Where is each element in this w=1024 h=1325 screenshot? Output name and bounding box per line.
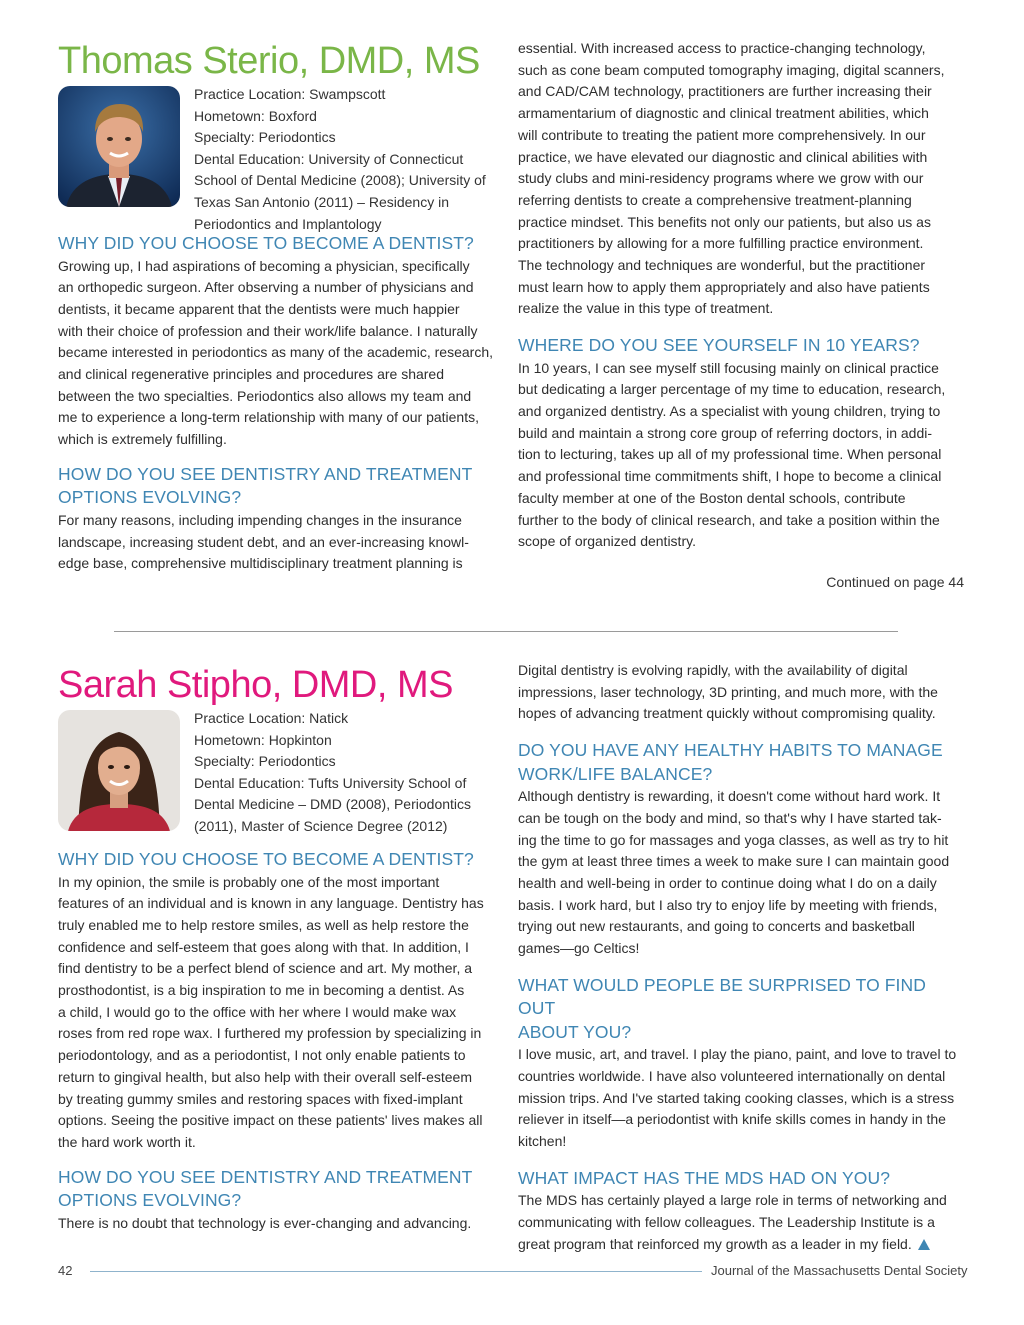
text-line: an orthopedic surgeon. After observing a number of physicians and — [58, 279, 474, 296]
text-line: The technology and techniques are wonderful, but the practitioner — [518, 257, 926, 274]
text-line: In my opinion, the smile is probably one of the most important — [58, 873, 440, 890]
text-line: tion to lecturing, takes up all of my professional time. When personal — [518, 446, 942, 463]
answer-paragraph — [518, 786, 964, 960]
text-line: will contribute to treating the patient more comprehensively. In our — [518, 126, 926, 143]
question-heading — [518, 739, 964, 786]
text-line: landscape, increasing student debt, and an ever-increasing knowl- — [58, 533, 469, 550]
answer-paragraph — [58, 256, 498, 451]
profile-name: Thomas Sterio, DMD, MS — [58, 40, 480, 82]
text-line: by treating gummy smiles and restoring spaces with fixed-implant — [58, 1090, 463, 1107]
profile-name: Sarah Stipho, DMD, MS — [58, 664, 453, 706]
question-heading — [58, 1166, 498, 1213]
bio-block — [58, 708, 498, 848]
bio-specialty: Specialty: Periodontics — [194, 129, 336, 146]
text-line: with their choice of profession and their work/life balance. I naturally — [58, 322, 478, 339]
text-line: communicating with fellow colleagues. The Leadership Institute is a — [518, 1213, 935, 1230]
text-line: features of an individual and is known in any language. Dentistry has — [58, 895, 484, 912]
text-line: became interested in periodontics as many of the academic, research, — [58, 344, 494, 361]
answer-paragraph — [58, 510, 498, 575]
text-line: armamentarium of diagnostic and clinical treatment abilities, which — [518, 105, 929, 122]
bio-education: School of Dental Medicine (2008); University of — [194, 172, 486, 189]
text-line: I love music, art, and travel. I play the piano, paint, and love to travel to — [518, 1046, 957, 1063]
headshot-photo-sarah-stipho — [58, 710, 180, 831]
bio-practice-location: Practice Location: Swampscott — [194, 86, 386, 102]
question-heading — [518, 1167, 964, 1191]
question-ten-years — [518, 334, 964, 553]
page-number: 42 — [58, 1263, 73, 1278]
text-line: trying out new restaurants, and going to concerts and basketball — [518, 918, 915, 935]
text-line: There is no doubt that technology is ever-changing and advancing. — [58, 1214, 472, 1231]
text-line: games—go Celtics! — [518, 940, 640, 957]
question-heading — [518, 334, 964, 358]
text-line: realize the value in this type of treatment. — [518, 300, 774, 317]
text-line: impressions, laser technology, 3D printing, and much more, with the — [518, 683, 938, 700]
text-line: hopes of advancing treatment quickly without compromising quality. — [518, 705, 936, 722]
bio-lines — [194, 84, 504, 235]
text-line-content: great program that reinforced my growth as a leader in my field. — [518, 1235, 912, 1252]
bio-education: Texas San Antonio (2011) – Residency in — [194, 193, 450, 210]
heading-line: WHAT IMPACT HAS THE MDS HAD ON YOU? — [518, 1167, 891, 1188]
text-line: and CAD/CAM technology, practitioners are further increasing their — [518, 83, 932, 100]
heading-line: WHY DID YOU CHOOSE TO BECOME A DENTIST? — [58, 849, 474, 869]
text-line: and organized dentistry. As a specialist with young children, trying to — [518, 403, 941, 420]
answer-continuation — [518, 38, 964, 320]
bio-specialty: Specialty: Periodontics — [194, 753, 336, 770]
text-line: reliever in itself—a periodontist with knife skills comes in handy in the — [518, 1111, 946, 1128]
text-line: prosthodontist, is a big inspiration to me in becoming a dentist. As — [58, 982, 465, 999]
heading-line: WHERE DO YOU SEE YOURSELF IN 10 YEARS? — [518, 335, 920, 356]
text-line: must learn how to apply them appropriately and also have patients — [518, 278, 930, 295]
left-column — [58, 660, 498, 1246]
text-line: Growing up, I had aspirations of becoming a physician, specifically — [58, 257, 470, 274]
end-of-article-triangle-icon — [918, 1239, 930, 1250]
question-dentistry-evolving — [58, 1166, 498, 1235]
text-line: practice mindset. This benefits not only our patients, but also us as — [518, 213, 931, 230]
text-line: The MDS has certainly played a large role in terms of networking and — [518, 1192, 947, 1209]
left-column — [58, 38, 498, 587]
text-line: referring dentists to create a comprehensive treatment-planning — [518, 191, 912, 208]
text-line: basis. I work hard, but I also try to enjoy life by meeting with friends, — [518, 896, 938, 913]
text-line: me to experience a long-term relationship with many of our patients, — [58, 409, 479, 426]
heading-line: DO YOU HAVE ANY HEALTHY HABITS TO MANAGE — [518, 740, 943, 761]
question-healthy-habits — [518, 739, 964, 960]
text-line: such as cone beam computed tomography imaging, digital scanners, — [518, 61, 945, 78]
journal-title: Journal of the Massachusetts Dental Society — [711, 1263, 968, 1278]
bio-hometown: Hometown: Boxford — [194, 107, 317, 124]
text-line: ing the time to go for massages and yoga classes, as well as try to hit — [518, 831, 949, 848]
text-line: can be tough on the body and mind, so that's why I have started tak- — [518, 809, 942, 826]
bio-lines — [194, 708, 504, 838]
question-surprised — [518, 974, 964, 1153]
text-line: and clinical regenerative principles and procedures are shared — [58, 366, 445, 383]
text-line: Digital dentistry is evolving rapidly, with the availability of digital — [518, 662, 908, 678]
text-line: between the two specialties. Periodontics also allows my team and — [58, 387, 472, 404]
text-line — [518, 1234, 964, 1256]
right-column — [518, 660, 964, 1267]
question-heading — [518, 974, 964, 1045]
text-line: faculty member at one of the Boston dental schools, contribute — [518, 489, 906, 506]
text-line: practice, we have elevated our diagnostic and clinical abilities with — [518, 148, 928, 165]
text-line: countries worldwide. I have also volunteered internationally on dental — [518, 1067, 946, 1084]
answer-paragraph — [518, 358, 964, 553]
question-heading — [58, 463, 498, 510]
section-divider — [114, 631, 898, 632]
question-why-dentist — [58, 232, 498, 451]
bio-practice-location: Practice Location: Natick — [194, 710, 349, 726]
text-line: the gym at least three times a week to make sure I can maintain good — [518, 853, 950, 870]
text-line: mission trips. And I've started taking cooking classes, which is a stress — [518, 1089, 955, 1106]
bio-education: Periodontics and Implantology — [194, 215, 382, 232]
question-why-dentist — [58, 848, 498, 1154]
answer-paragraph — [518, 38, 964, 320]
answer-paragraph — [518, 660, 964, 725]
heading-line: WORK/LIFE BALANCE? — [518, 763, 713, 784]
text-line: scope of organized dentistry. — [518, 533, 696, 550]
text-line: For many reasons, including impending changes in the insurance — [58, 511, 462, 528]
text-line: confidence and self-esteem that goes along with that. In addition, I — [58, 938, 469, 955]
question-dentistry-evolving — [58, 463, 498, 575]
continued-on-page: Continued on page 44 — [826, 574, 964, 590]
text-line: practitioners by allowing for a more fulfilling practice environment. — [518, 235, 924, 252]
text-line: but dedicating a larger percentage of my time to education, research, — [518, 381, 946, 398]
text-line: a child, I would go to the office with her where I would make wax — [58, 1003, 457, 1020]
question-mds-impact — [518, 1167, 964, 1256]
answer-paragraph — [58, 872, 498, 1154]
heading-line: OPTIONS EVOLVING? — [58, 487, 242, 508]
question-heading — [58, 232, 498, 256]
heading-line: HOW DO YOU SEE DENTISTRY AND TREATMENT — [58, 1166, 473, 1187]
question-heading — [58, 848, 498, 872]
heading-line: WHAT WOULD PEOPLE BE SURPRISED TO FIND OUT — [518, 974, 926, 1019]
bio-education: Dental Education: Tufts University School of — [194, 774, 467, 791]
text-line: Although dentistry is rewarding, it doesn't come without hard work. It — [518, 788, 941, 805]
text-line: options. Seeing the positive impact on these patients' lives makes all — [58, 1112, 483, 1129]
text-line: edge base, comprehensive multidisciplinary treatment planning is — [58, 555, 463, 572]
text-line: the hard work worth it. — [58, 1133, 196, 1150]
footer-rule — [90, 1271, 702, 1272]
text-line: further to the body of clinical research, and take a position within the — [518, 511, 940, 528]
right-column — [518, 38, 964, 590]
text-line: truly enabled me to help restore smiles, as well as help restore the — [58, 916, 469, 933]
bio-education: Dental Medicine – DMD (2008), Periodontics — [194, 796, 472, 813]
headshot-photo-thomas-sterio — [58, 86, 180, 207]
heading-line: OPTIONS EVOLVING? — [58, 1190, 242, 1211]
text-line: find dentistry to be a perfect blend of science and art. My mother, a — [58, 960, 473, 977]
text-line: essential. With increased access to practice-changing technology, — [518, 40, 926, 56]
heading-line: WHY DID YOU CHOOSE TO BECOME A DENTIST? — [58, 233, 474, 253]
answer-paragraph — [58, 1213, 498, 1235]
heading-line: ABOUT YOU? — [518, 1021, 632, 1042]
bio-block — [58, 84, 498, 232]
text-line: kitchen! — [518, 1133, 567, 1150]
answer-paragraph — [518, 1190, 964, 1255]
bio-education: (2011), Master of Science Degree (2012) — [194, 817, 448, 834]
text-line: build and maintain a strong core group of referring doctors, in addi- — [518, 424, 933, 441]
text-line: roses from red rope wax. I furthered my profession by specializing in — [58, 1025, 482, 1042]
text-line: and professional time commitments shift, I hope to become a clinical — [518, 468, 942, 485]
text-line: dentists, it became apparent that the dentists were much happier — [58, 300, 460, 317]
answer-paragraph — [518, 1044, 964, 1153]
bio-hometown: Hometown: Hopkinton — [194, 731, 332, 748]
text-line: study clubs and mini-residency programs where we grow with our — [518, 170, 924, 187]
text-line: periodontology, and as a periodontist, I not only enable patients to — [58, 1047, 466, 1064]
text-line: In 10 years, I can see myself still focusing mainly on clinical practice — [518, 359, 939, 376]
text-line: which is extremely fulfilling. — [58, 431, 227, 448]
text-line: health and well-being in order to continue doing what I do on a daily — [518, 874, 937, 891]
heading-line: HOW DO YOU SEE DENTISTRY AND TREATMENT — [58, 463, 473, 484]
answer-continuation — [518, 660, 964, 725]
bio-education: Dental Education: University of Connecticut — [194, 150, 464, 167]
text-line: return to gingival health, but also help with their overall self-esteem — [58, 1068, 472, 1085]
